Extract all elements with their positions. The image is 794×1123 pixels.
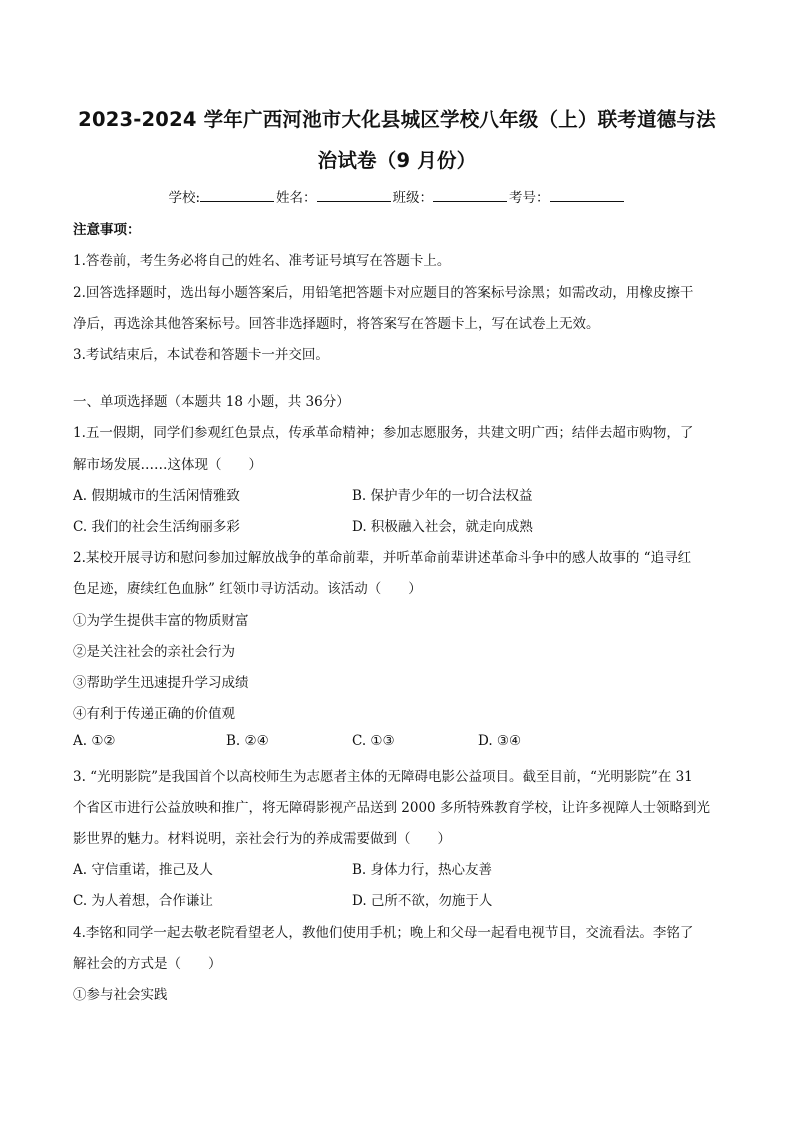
q2-option-d[interactable]: D. ③④ — [478, 733, 522, 749]
q3-option-a[interactable]: A. 守信重诺，推己及人 — [73, 862, 213, 878]
q1-stem-line2: 解市场发展……这体现（ ） — [73, 457, 262, 473]
q1-option-c[interactable]: C. 我们的社会生活绚丽多彩 — [73, 519, 240, 535]
q1-option-d[interactable]: D. 积极融入社会，就走向成熟 — [352, 519, 533, 535]
q3-stem-line3: 影世界的魅力。材料说明，亲社会行为的养成需要做到（ ） — [73, 831, 451, 847]
q3-option-d[interactable]: D. 己所不欲，勿施于人 — [352, 893, 493, 909]
q4-stem-line2: 解社会的方式是（ ） — [73, 956, 222, 972]
school-label: 学校: — [168, 190, 201, 206]
class-blank[interactable] — [433, 189, 507, 202]
notice-item-3: 3.考试结束后，本试卷和答题卡一并交回。 — [73, 347, 329, 363]
q2-option-c[interactable]: C. ①③ — [352, 733, 395, 749]
q2-statement-2: ②是关注社会的亲社会行为 — [73, 644, 235, 660]
q4-stem-line1: 4.李铭和同学一起去敬老院看望老人，教他们使用手机；晚上和父母一起看电视节目，交流看法。李铭了 — [73, 925, 694, 941]
notice-item-1: 1.答卷前，考生务必将自己的姓名、准考证号填写在答题卡上。 — [73, 253, 451, 269]
q3-option-c[interactable]: C. 为人着想，合作谦让 — [73, 893, 213, 909]
q3-stem-line2: 个省区市进行公益放映和推广，将无障碍影视产品送到 2000 多所特殊教育学校，让许多视障人士领略到光 — [73, 800, 710, 816]
class-label: 班级： — [392, 190, 434, 206]
section1-heading: 一、单项选择题（本题共 18 小题，共 36分） — [73, 394, 350, 410]
exam-title-line2: 治试卷（9 月份） — [317, 149, 477, 172]
q2-statement-3: ③帮助学生迅速提升学习成绩 — [73, 675, 249, 691]
notice-item-2: 2.回答选择题时，选出每小题答案后，用铅笔把答题卡对应题目的答案标号涂黑；如需改动，用橡皮擦干 — [73, 285, 694, 301]
number-blank[interactable] — [550, 189, 624, 202]
number-label: 考号： — [509, 190, 550, 206]
q1-option-b[interactable]: B. 保护青少年的一切合法权益 — [352, 488, 533, 504]
exam-title-line1: 2023-2024 学年广西河池市大化县城区学校八年级（上）联考道德与法 — [78, 108, 716, 131]
name-label: 姓名： — [276, 190, 317, 206]
q3-option-b[interactable]: B. 身体力行，热心友善 — [352, 862, 493, 878]
student-info-row — [0, 186, 794, 206]
name-blank[interactable] — [317, 189, 391, 202]
notice-item-2-cont: 净后，再选涂其他答案标号。回答非选择题时，将答案写在答题卡上，写在试卷上无效。 — [73, 316, 600, 332]
q2-stem-line1: 2.某校开展寻访和慰问参加过解放战争的革命前辈，并听革命前辈讲述革命斗争中的感人故事的 “追寻红 — [73, 550, 692, 566]
school-blank[interactable] — [200, 189, 274, 202]
q1-stem-line1: 1.五一假期，同学们参观红色景点，传承革命精神；参加志愿服务，共建文明广西；结伴去超市购物，了 — [73, 425, 694, 441]
q2-option-b[interactable]: B. ②④ — [226, 733, 269, 749]
q2-option-a[interactable]: A. ①② — [73, 733, 116, 749]
q4-statement-1: ①参与社会实践 — [73, 987, 168, 1003]
q2-statement-1: ①为学生提供丰富的物质财富 — [73, 613, 249, 629]
q2-statement-4: ④有利于传递正确的价值观 — [73, 706, 235, 722]
q1-option-a[interactable]: A. 假期城市的生活闲情雅致 — [73, 488, 240, 504]
q2-stem-line2: 色足迹，赓续红色血脉” 红领巾寻访活动。该活动（ ） — [73, 581, 422, 597]
q3-stem-line1: 3. “光明影院”是我国首个以高校师生为志愿者主体的无障碍电影公益项目。截至目前，“光明影院”在 31 — [73, 769, 693, 785]
notice-heading: 注意事项： — [73, 222, 141, 238]
